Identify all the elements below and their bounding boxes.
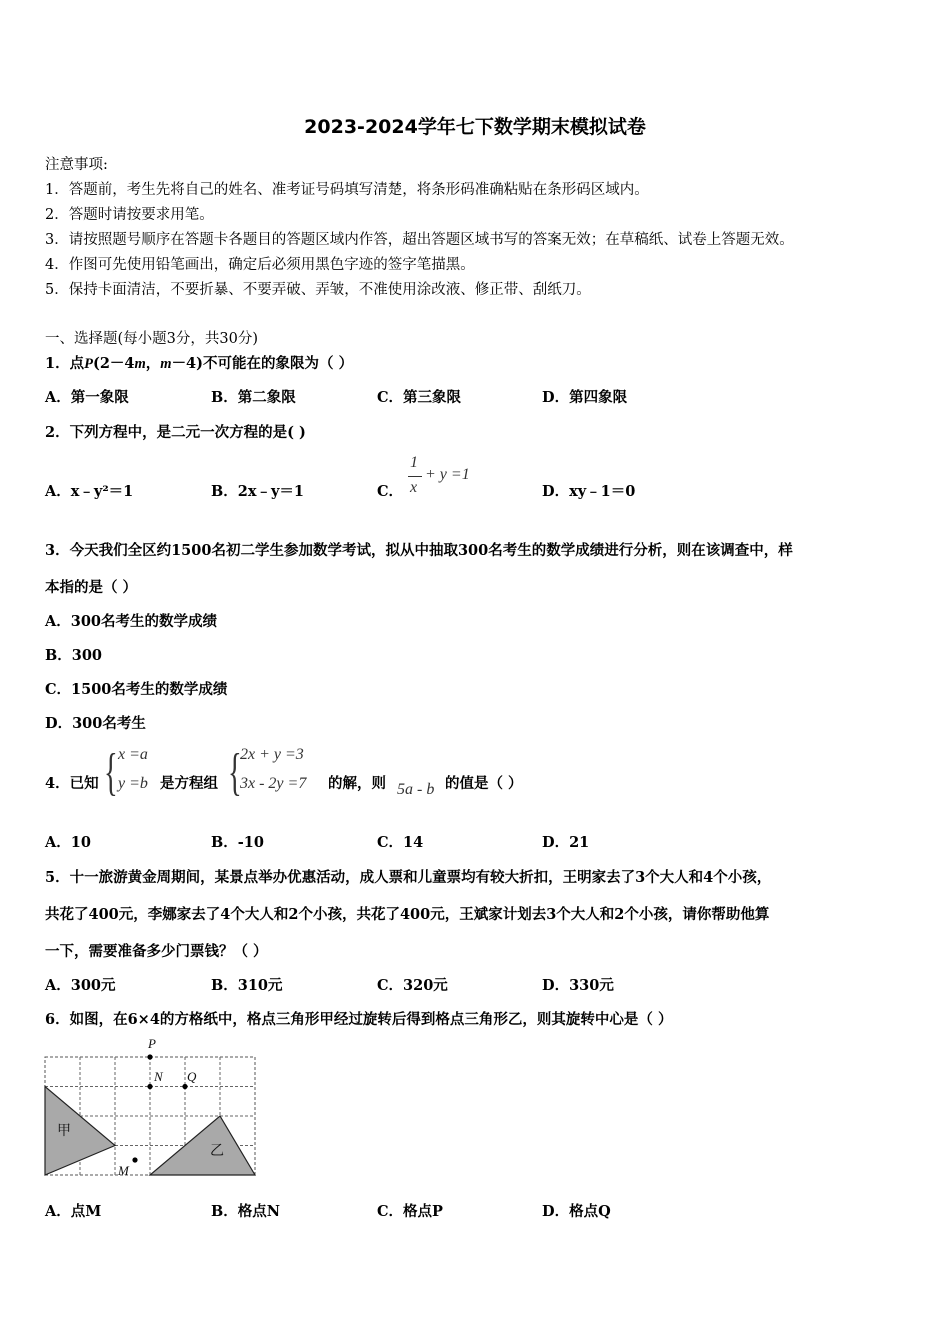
point-n-dot	[147, 1084, 152, 1089]
q2-option-a-text: x﹣y²＝1	[70, 483, 134, 500]
notice-item-4: 4．作图可先使用铅笔画出，确定后必须用黑色字迹的签字笔描黑。	[45, 257, 475, 273]
point-p-label: P	[148, 1036, 156, 1051]
q1-option-b[interactable]: B．第二象限	[211, 389, 296, 406]
notice-heading: 注意事项:	[45, 157, 108, 173]
q4-option-d[interactable]: D．21	[542, 834, 590, 851]
q4-mid-text: 是方程组	[160, 775, 218, 792]
notice-item-3: 3．请按照题号顺序在答题卡各题目的答题区域内作答，超出答题区域书写的答案无效；在草稿纸、试卷上答题无效。	[45, 232, 794, 248]
question-6-stem: 6．如图，在6×4的方格纸中，格点三角形甲经过旋转后得到格点三角形乙，则其旋转中心是（ ）	[45, 1011, 673, 1028]
q2-option-c-denominator: x	[410, 479, 418, 496]
q4-brace-2: {	[228, 744, 242, 801]
q5-option-a[interactable]: A．300元	[45, 977, 116, 994]
q1-coord-2: －4)	[171, 355, 204, 372]
q1-coord-1: (2－4	[92, 355, 135, 372]
question-1-stem	[45, 352, 353, 373]
q6-option-a[interactable]: A．点M	[45, 1203, 102, 1220]
q2-fraction-bar	[408, 476, 422, 477]
notice-item-1: 1．答题前，考生先将自己的姓名、准考证号码填写清楚，将条形码准确粘贴在条形码区域内。	[45, 182, 649, 198]
notice-item-5: 5．保持卡面清洁，不要折暴、不要弄破、弄皱，不准使用涂改液、修正带、刮纸刀。	[45, 282, 591, 298]
q4-option-b[interactable]: B．-10	[211, 834, 264, 851]
q1-option-c[interactable]: C．第三象限	[377, 389, 462, 406]
q4-option-c[interactable]: C．14	[377, 834, 424, 851]
q3-option-d[interactable]: D．300名考生	[45, 715, 146, 732]
q1-option-a[interactable]: A．第一象限	[45, 389, 129, 406]
point-n-label: N	[154, 1069, 163, 1084]
q5-option-d[interactable]: D．330元	[542, 977, 614, 994]
q4-system-2-line-2: 3x - 2y =7	[240, 775, 307, 792]
q1-comma: ，	[145, 355, 161, 372]
q1-point-p: P	[84, 356, 93, 372]
question-5-line-3: 一下，需要准备多少门票钱？（ ）	[45, 943, 268, 960]
question-5-line-2: 共花了400元，李娜家去了4个大人和2个小孩，共花了400元，王斌家计划去3个大人和2个小孩，请你帮助他算	[45, 906, 770, 923]
q5-option-c[interactable]: C．320元	[377, 977, 448, 994]
section-heading: 一、选择题(每小题3分，共30分)	[45, 331, 258, 347]
q4-system-1-line-2: y =b	[118, 775, 148, 792]
q1-m-1: m	[134, 356, 146, 372]
q3-option-b[interactable]: B．300	[45, 647, 103, 664]
q4-system-1-line-1: x =a	[118, 746, 148, 763]
question-3-stem-line-1: 3．今天我们全区约1500名初二学生参加数学考试，拟从中抽取300名考生的数学成绩进行分析，则在该调查中，样	[45, 542, 793, 559]
q6-option-b[interactable]: B．格点N	[211, 1203, 281, 1220]
q4-suffix: 的值是（ ）	[445, 775, 523, 792]
q4-system-2-line-1: 2x + y =3	[240, 746, 304, 763]
q3-option-a[interactable]: A．300名考生的数学成绩	[45, 613, 218, 630]
q2-option-a[interactable]	[45, 480, 133, 501]
q2-option-a-label: A．	[45, 483, 71, 500]
q2-option-b[interactable]: B．2x﹣y＝1	[211, 483, 305, 500]
q6-option-c[interactable]: C．格点P	[377, 1203, 443, 1220]
point-q-dot	[182, 1084, 187, 1089]
point-p-dot	[147, 1054, 152, 1059]
page-title: 2023-2024学年七下数学期末模拟试卷	[304, 116, 646, 138]
q6-option-d[interactable]: D．格点Q	[542, 1203, 611, 1220]
q2-option-c-numerator: 1	[410, 454, 418, 471]
triangle-jia-label: 甲	[57, 1123, 71, 1139]
q1-option-d[interactable]: D．第四象限	[542, 389, 628, 406]
question-3-stem-line-2: 本指的是（ ）	[45, 579, 138, 596]
q1-suffix: 不可能在的象限为（ ）	[203, 355, 354, 372]
q4-option-a[interactable]: A．10	[45, 834, 91, 851]
triangle-yi-label: 乙	[210, 1143, 224, 1159]
q2-option-c-rest: + y =1	[425, 466, 470, 483]
point-q-label: Q	[187, 1069, 197, 1084]
q2-option-d[interactable]: D．xy﹣1＝0	[542, 483, 636, 500]
q4-expression: 5a - b	[397, 781, 435, 798]
question-2-stem: 2．下列方程中，是二元一次方程的是( )	[45, 424, 306, 441]
q5-option-b[interactable]: B．310元	[211, 977, 283, 994]
q4-brace-1: {	[104, 744, 118, 801]
q4-prefix: 4．已知	[45, 775, 99, 792]
q4-mid-text-2: 的解，则	[328, 775, 386, 792]
notice-item-2: 2．答题时请按要求用笔。	[45, 207, 214, 223]
q1-m-2: m	[160, 356, 172, 372]
question-5-line-1: 5．十一旅游黄金周期间，某景点举办优惠活动，成人票和儿童票均有较大折扣，王明家去了3个大人和4个小孩，	[45, 869, 772, 886]
point-m-label: M	[118, 1163, 129, 1178]
q2-option-c-label[interactable]: C．	[377, 483, 404, 500]
point-m-dot	[132, 1157, 137, 1162]
q3-option-c[interactable]: C．1500名考生的数学成绩	[45, 681, 228, 698]
q6-grid-figure	[40, 1030, 265, 1182]
q1-prefix: 1．点	[45, 355, 85, 372]
